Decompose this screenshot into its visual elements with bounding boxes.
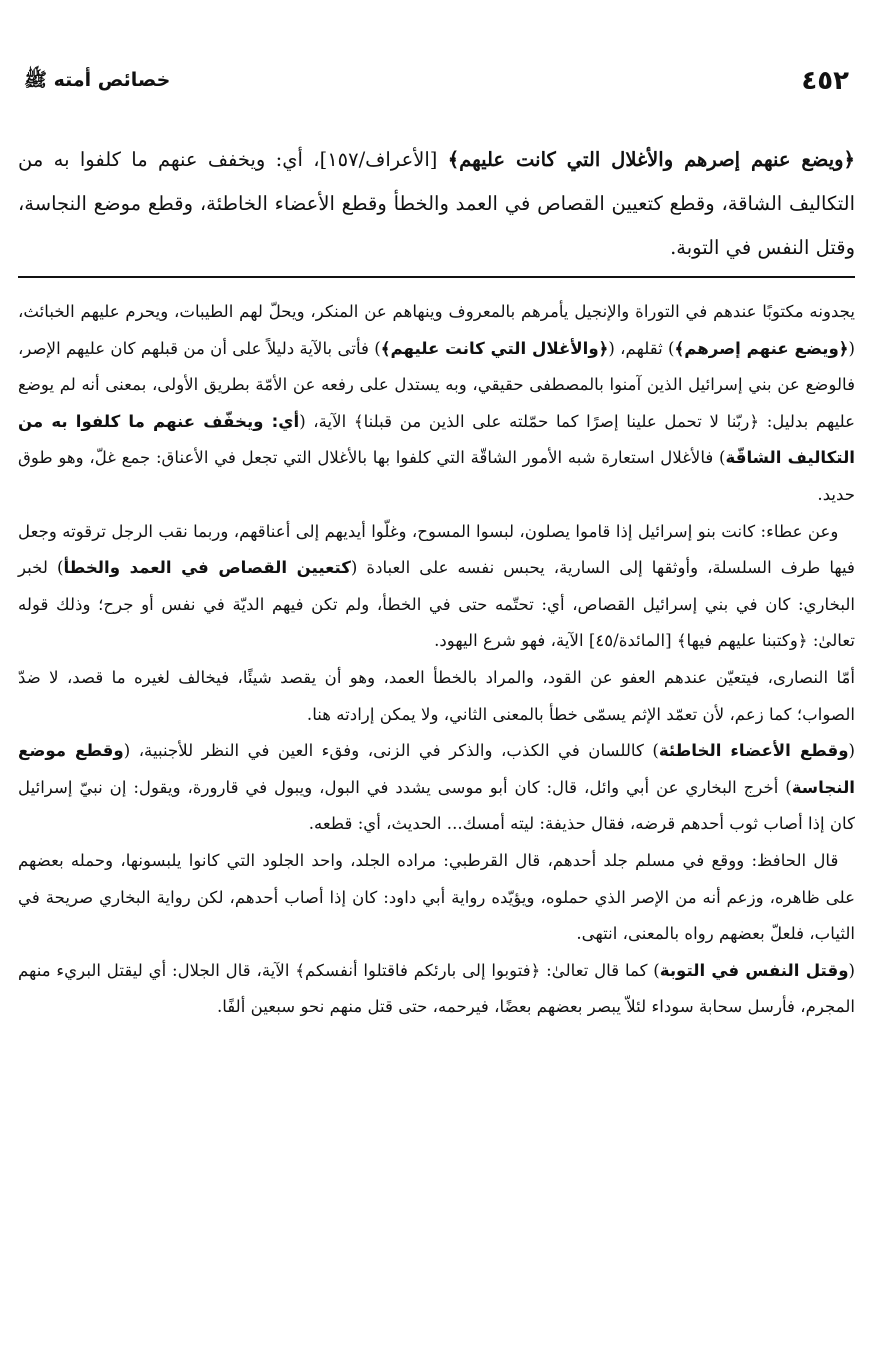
quoted-phrase: وقطع موضع النجاسة	[18, 741, 855, 797]
quoted-phrase: أي: ويخفّف عنهم ما كلفوا به من التكاليف الشاقّة	[18, 411, 855, 468]
page-header	[24, 62, 849, 102]
text-run: ) فأتى بالآية دليلاً على أن من قبلهم كان عليهم الإصر، فالوضع عن بني إسرائيل الذين آمنوا بالمصطفى حقيقي، وبه يستدل على رفعه عن الأمّة بطريق الأولى، بمعنى أنه لم يوضع عليهم بدليل: ﴿ربّنا لا تحمل علينا إصرًا كما حمّلته على الذين من قبلنا﴾ الآية، (	[18, 338, 855, 431]
commentary-paragraph-1	[18, 294, 855, 514]
text-run: قال الحافظ: ووقع في مسلم جلد أحدهم، قال القرطبي: مراده الجلد، واحد الجلود التي كانوا يلبسونها، وحمله بعضهم على ظاهره، وزعم أنه من الإصر الذي حملوه، ويؤيّده رواية أبي داود: كان إذا أصاب أحدهم، لكن رواية البخاري صريحة في الثياب، فلعلّ بعضهم رواه بالمعنى، انتهى.	[18, 850, 855, 944]
text-run: (	[848, 741, 855, 761]
text-run: وعن عطاء: كانت بنو إسرائيل إذا قاموا يصلون، لبسوا المسوح، وغلّوا أيديهم إلى أعناقهم، وربما نقب الرجل ترقوته وجعل فيها طرف السلسلة، وأوثقها إلى السارية، يحبس نفسه على العبادة (	[18, 521, 855, 578]
text-run: ) لخبر البخاري: كان في بني إسرائيل القصاص، أي: تحتّمه حتى في الخطأ، ولم تكن فيهم الديّة في نفس أو جرح؛ وذلك قوله تعالىٰ: ﴿وكتبنا عليهم فيها﴾ [المائدة/٤٥] الآية، فهو شرع اليهود.	[18, 558, 855, 651]
main-text-body: [الأعراف/١٥٧]، أي: ويخفف عنهم ما كلفوا به من التكاليف الشاقة، وقطع كتعيين القصاص في العمد والخطأ وقطع الأعضاء الخاطئة، وقطع موضع النجاسة، وقتل النفس في التوبة.	[18, 148, 855, 259]
text-run: ) أخرج البخاري عن أبي وائل، قال: كان أبو موسى يشدد في البول، ويبول في قارورة، ويقول: إن نبيّ إسرائيل كان إذا أصاب ثوب أحدهم قرضه، فقال حذيفة: ليته أمسك... الحديث، أي: قطعه.	[18, 777, 855, 834]
commentary-paragraph-4	[18, 733, 855, 843]
commentary-paragraph-2	[18, 514, 855, 660]
text-run: أمّا النصارى، فيتعيّن عندهم العفو عن القود، والمراد بالخطأ العمد، وهو أن يقصد شيئًا، فيخالف لغيره ما قصد، لا ضدّ الصواب؛ كما زعم، لأن تعمّد الإثم يسمّى خطأ بالمعنى الثاني، ولا يمكن إرادته هنا.	[18, 667, 855, 724]
commentary-paragraph-3	[18, 660, 855, 733]
quran-verse: ﴿ويضع عنهم إصرهم والأغلال التي كانت عليهم﴾	[447, 148, 855, 171]
text-run: ) كاللسان في الكذب، والذكر في الزنى، وفقء العين في النظر للأجنبية، (	[123, 741, 659, 761]
commentary-paragraph-6	[18, 953, 855, 1026]
text-run: يجدونه مكتوبًا عندهم في التوراة والإنجيل يأمرهم بالمعروف وينهاهم عن المنكر، ويحلّ لهم الطيبات، ويحرم عليهم الخبائث، (	[18, 302, 855, 358]
quoted-phrase: ﴿والأغلال التي كانت عليهم﴾	[380, 338, 609, 358]
main-text	[18, 138, 855, 270]
page-number: ٤٥٢	[801, 66, 849, 96]
running-title: خصائص أمته ﷺ	[24, 69, 171, 91]
commentary	[18, 294, 855, 1026]
text-run: (	[848, 960, 855, 980]
quoted-phrase: ﴿ويضع عنهم إصرهم﴾	[674, 338, 849, 358]
text-run: ) فالأغلال استعارة شبه الأمور الشاقّة التي كلفوا بها بالأغلال التي تجعل في الأعناق: جمع غلّ، وهو طوق حديد.	[18, 448, 855, 504]
quoted-phrase: وقطع الأعضاء الخاطئة	[658, 741, 849, 761]
text-run: ) كما قال تعالىٰ: ﴿فتوبوا إلى بارئكم فاقتلوا أنفسكم﴾ الآية، قال الجلال: أي ليقتل البريء منهم المجرم، فأرسل سحابة سوداء لئلاّ يبصر بعضهم بعضًا، فيرحمه، حتى قتل منهم نحو سبعين ألفًا.	[18, 960, 855, 1017]
separator-rule	[18, 276, 855, 278]
commentary-paragraph-5	[18, 843, 855, 953]
text-run: ) ثقلهم، (	[608, 338, 675, 358]
quoted-phrase: وقتل النفس في التوبة	[659, 960, 849, 980]
quoted-phrase: كتعيين القصاص في العمد والخطأ	[63, 558, 351, 578]
